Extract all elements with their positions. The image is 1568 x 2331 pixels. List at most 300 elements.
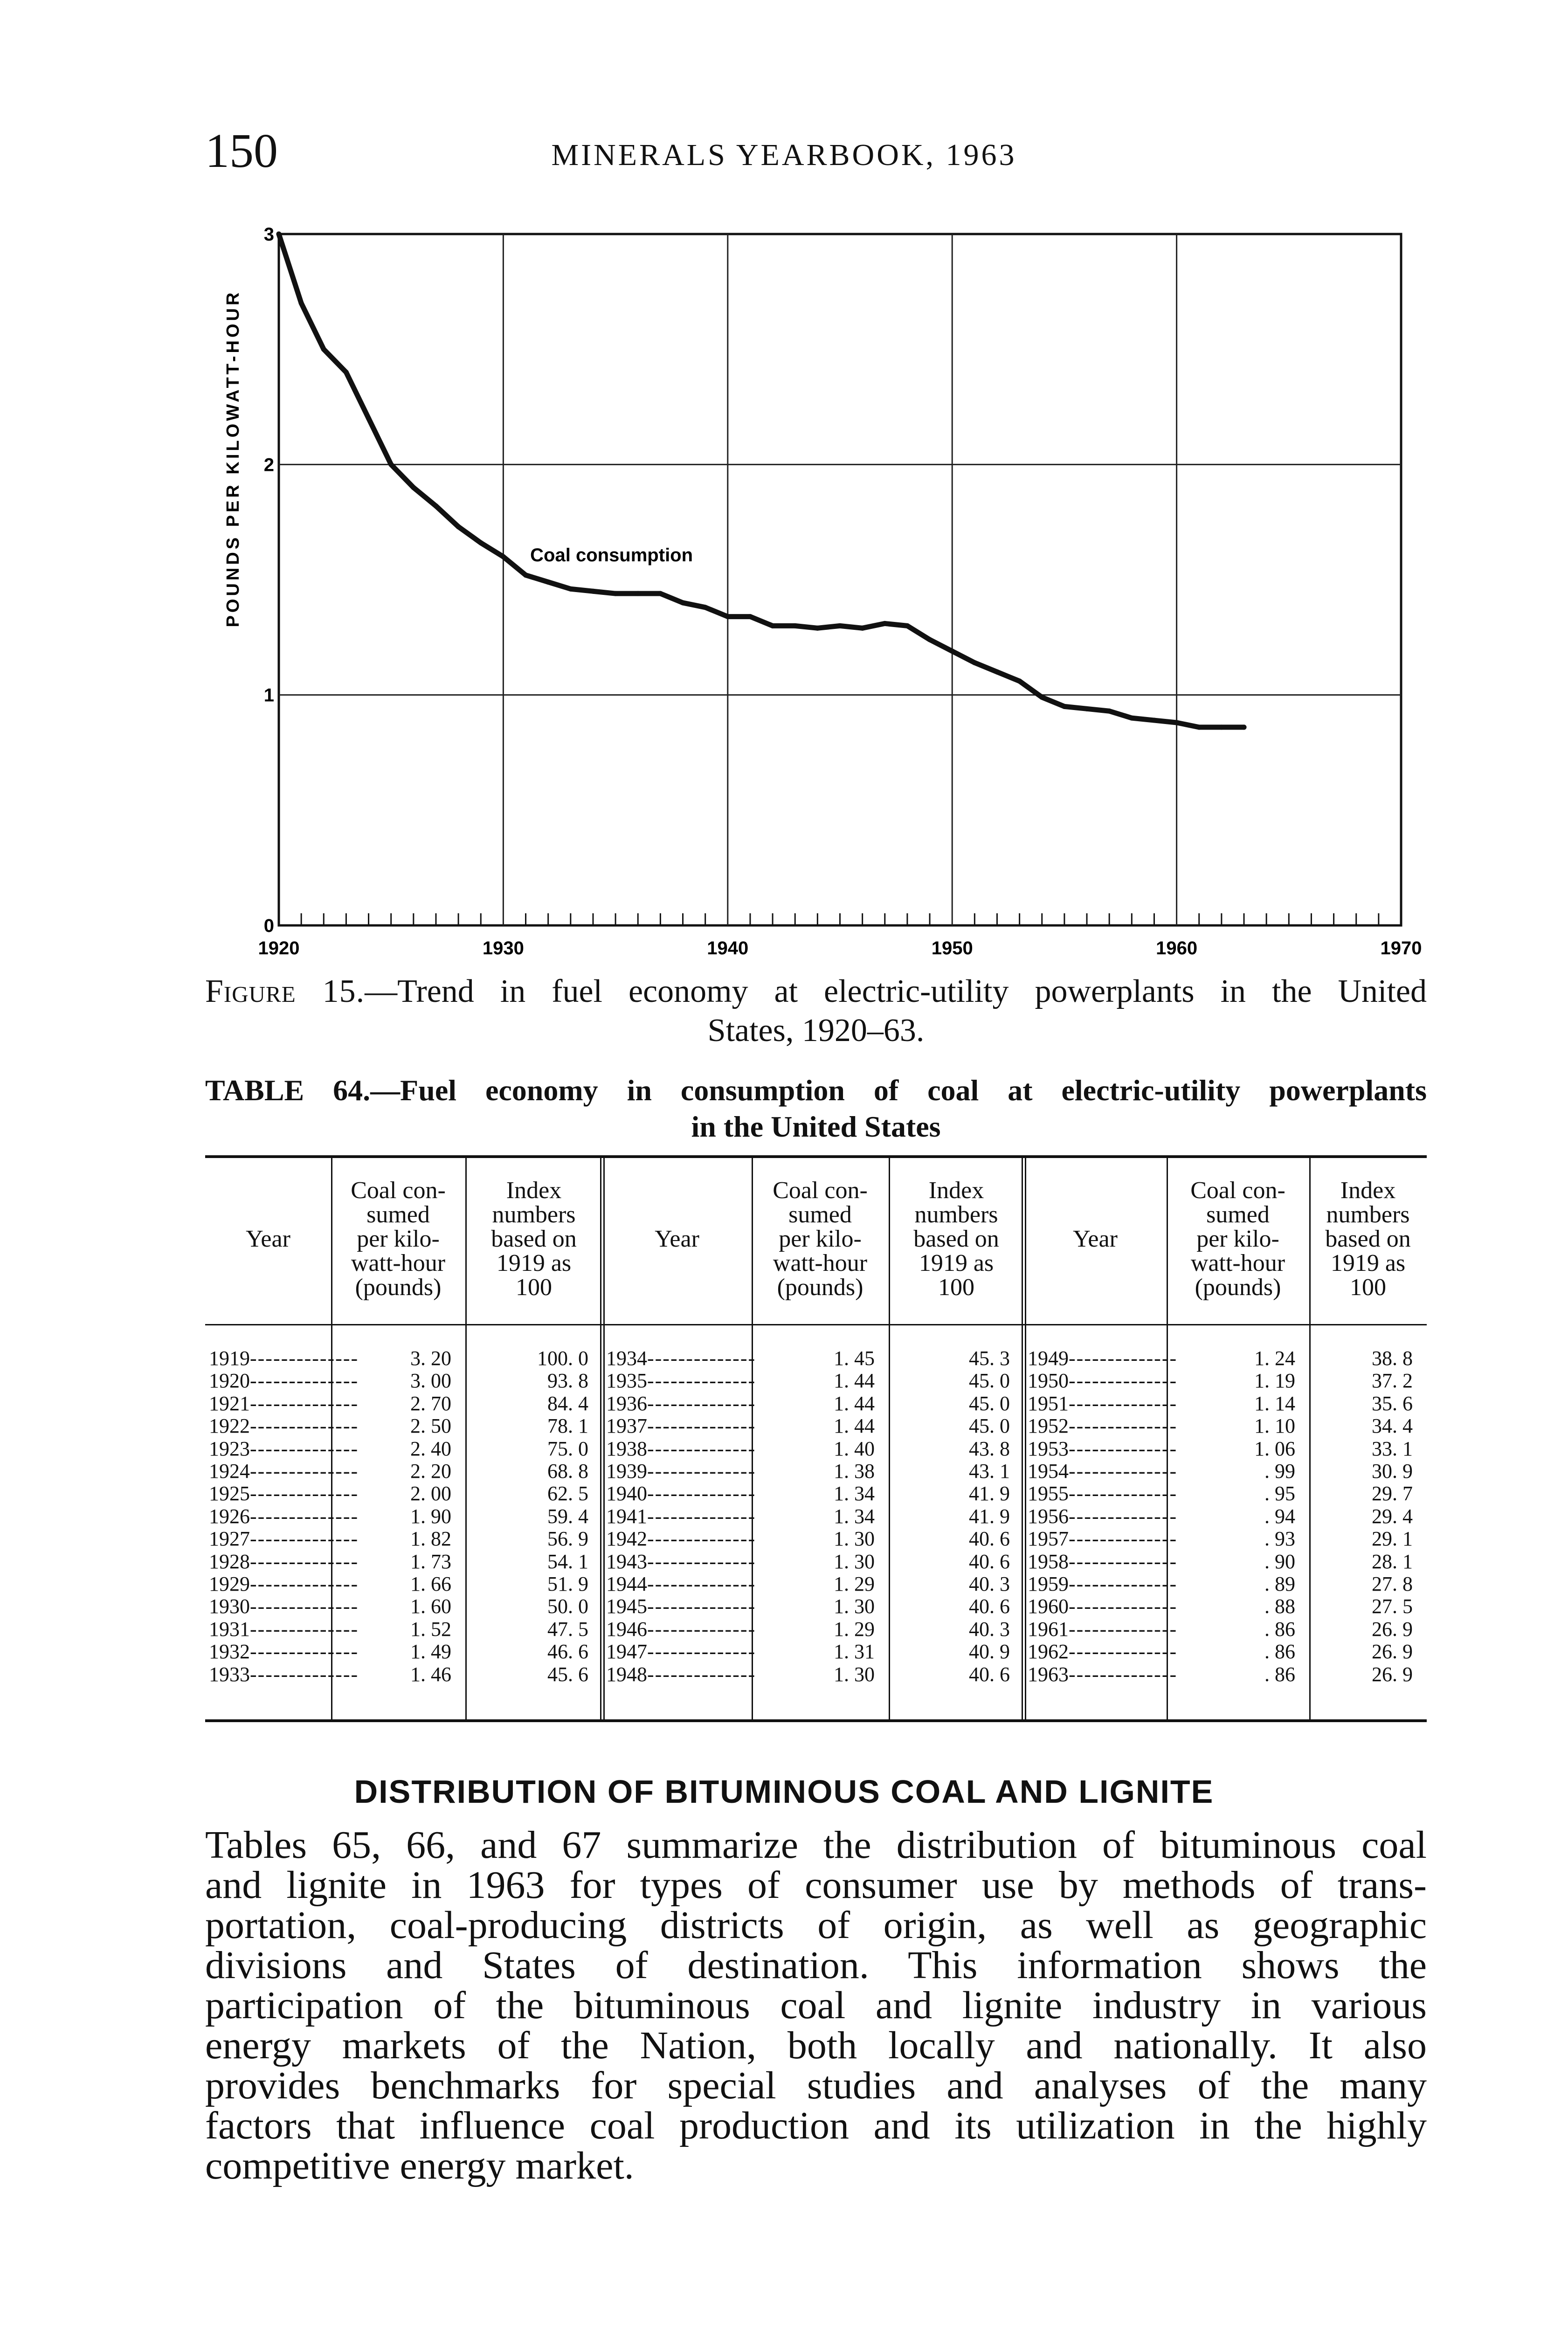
leader-dots: --------------	[647, 1437, 756, 1460]
data-point	[882, 621, 887, 626]
table-cell-year	[606, 1662, 756, 1686]
column-header-index: based on	[913, 1226, 999, 1252]
table-cell-year	[1028, 1550, 1178, 1573]
plot-frame	[279, 234, 1401, 925]
table-cell-index: 28. 1	[1372, 1550, 1413, 1573]
column-header-coal: sumed	[788, 1201, 852, 1228]
x-tick-label: 1960	[1156, 938, 1198, 959]
column-header-coal: per kilo-	[357, 1226, 440, 1252]
table-cell-index: 29. 4	[1372, 1504, 1413, 1528]
table-cell-index: 75. 0	[547, 1437, 588, 1460]
year-value: 1922	[209, 1414, 250, 1438]
leader-dots: --------------	[1069, 1392, 1178, 1415]
leader-dots: --------------	[250, 1347, 359, 1370]
year-value: 1925	[209, 1482, 250, 1505]
year-value: 1939	[606, 1460, 647, 1483]
leader-dots: --------------	[250, 1662, 359, 1686]
table-cell-year	[606, 1527, 756, 1551]
leader-dots: --------------	[250, 1392, 359, 1415]
data-point	[344, 370, 349, 375]
table-cell-year	[606, 1369, 756, 1393]
table-cell-index: 62. 5	[547, 1482, 588, 1505]
table-cell-index: 59. 4	[547, 1504, 588, 1528]
table-header-rule	[205, 1324, 1427, 1325]
table-cell-year	[209, 1617, 359, 1641]
year-value: 1951	[1028, 1392, 1069, 1415]
leader-dots: --------------	[647, 1347, 756, 1370]
table-cell-coal: 1. 29	[834, 1572, 875, 1595]
year-value: 1948	[606, 1662, 647, 1686]
table-cell-coal: . 89	[1264, 1572, 1295, 1595]
table-caption-line1: TABLE 64.—Fuel economy in consumption of coal at electric-utility powerplants	[205, 1074, 1427, 1107]
data-point	[1219, 724, 1224, 730]
column-header-index: 1919 as	[1330, 1250, 1406, 1276]
table-cell-index: 56. 9	[547, 1527, 588, 1551]
data-point	[793, 623, 798, 628]
table-caption-line2: in the United States	[691, 1110, 941, 1143]
table-cell-coal: 1. 30	[834, 1595, 875, 1618]
figure-caption	[205, 972, 1427, 1050]
column-header-coal: watt-hour	[1190, 1250, 1285, 1276]
year-value: 1937	[606, 1414, 647, 1438]
column-header-coal: per kilo-	[1196, 1226, 1279, 1252]
figure-caption-line1: —Trend in fuel economy at electric-utility powerplants in the United	[365, 973, 1427, 1009]
table-cell-index: 45. 0	[969, 1414, 1010, 1438]
year-value: 1936	[606, 1392, 647, 1415]
table-cell-index: 38. 8	[1372, 1347, 1413, 1370]
table-cell-year	[209, 1460, 359, 1483]
paragraph-line: participation of the bituminous coal and lignite industry in various	[205, 1984, 1427, 2027]
table-cell-coal: 1. 49	[410, 1640, 451, 1663]
data-point	[680, 600, 685, 605]
data-point	[1152, 718, 1157, 723]
year-value: 1961	[1028, 1617, 1069, 1641]
leader-dots: --------------	[647, 1550, 756, 1573]
year-value: 1931	[209, 1617, 250, 1641]
column-header-coal: sumed	[366, 1201, 430, 1228]
column-header-index: numbers	[1326, 1201, 1410, 1228]
column-header-index: based on	[1325, 1226, 1411, 1252]
table-cell-coal: . 86	[1264, 1617, 1295, 1641]
data-point	[1084, 706, 1090, 711]
table-cell-index: 26. 9	[1372, 1617, 1413, 1641]
table-cell-year	[209, 1437, 359, 1460]
year-value: 1963	[1028, 1662, 1069, 1686]
data-point	[1107, 709, 1112, 714]
year-value: 1953	[1028, 1437, 1069, 1460]
page-number: 150	[205, 124, 278, 178]
year-value: 1950	[1028, 1369, 1069, 1393]
data-point	[299, 301, 304, 306]
table-cell-year	[209, 1640, 359, 1663]
leader-dots: --------------	[647, 1482, 756, 1505]
table-cell-year	[209, 1550, 359, 1573]
data-point	[276, 232, 282, 237]
paragraph-line: provides benchmarks for special studies and analyses of the many	[205, 2064, 1427, 2107]
table-cell-index: 51. 9	[547, 1572, 588, 1595]
leader-dots: --------------	[1069, 1414, 1178, 1438]
year-value: 1944	[606, 1572, 647, 1595]
year-value: 1923	[209, 1437, 250, 1460]
table-cell-index: 40. 3	[969, 1617, 1010, 1641]
leader-dots: --------------	[647, 1662, 756, 1686]
column-header-coal: watt-hour	[351, 1250, 446, 1276]
leader-dots: --------------	[647, 1527, 756, 1551]
table-cell-year	[1028, 1595, 1178, 1618]
table-cell-year	[209, 1572, 359, 1595]
leader-dots: --------------	[250, 1460, 359, 1483]
year-value: 1921	[209, 1392, 250, 1415]
data-point	[905, 623, 910, 628]
data-point	[1196, 724, 1202, 730]
data-point	[1174, 720, 1179, 725]
table-cell-index: 93. 8	[547, 1369, 588, 1393]
paragraph-line: Tables 65, 66, and 67 summarize the distribution of bituminous coal	[205, 1823, 1427, 1867]
column-header-coal: (pounds)	[355, 1274, 442, 1301]
table-cell-index: 84. 4	[547, 1392, 588, 1415]
year-value: 1945	[606, 1595, 647, 1618]
table-cell-index: 78. 1	[547, 1414, 588, 1438]
year-value: 1952	[1028, 1414, 1069, 1438]
year-value: 1959	[1028, 1572, 1069, 1595]
table-cell-year	[1028, 1527, 1178, 1551]
column-header-index: Index	[928, 1177, 984, 1204]
data-point	[433, 503, 438, 509]
table-cell-year	[1028, 1662, 1178, 1686]
year-value: 1957	[1028, 1527, 1069, 1551]
year-value: 1949	[1028, 1347, 1069, 1370]
year-value: 1956	[1028, 1504, 1069, 1528]
year-value: 1930	[209, 1595, 250, 1618]
column-header-coal: Coal con-	[351, 1177, 446, 1204]
table-cell-year	[606, 1392, 756, 1415]
leader-dots: --------------	[1069, 1572, 1178, 1595]
table-cell-coal: 1. 44	[834, 1369, 875, 1393]
chart-annotation: Coal consumption	[530, 545, 693, 566]
leader-dots: --------------	[250, 1527, 359, 1551]
table-cell-year	[1028, 1414, 1178, 1438]
table-cell-year	[606, 1460, 756, 1483]
table-cell-index: 100. 0	[537, 1347, 588, 1370]
data-point	[860, 626, 865, 631]
leader-dots: --------------	[647, 1369, 756, 1393]
year-value: 1942	[606, 1527, 647, 1551]
data-point	[658, 591, 663, 596]
leader-dots: --------------	[1069, 1460, 1178, 1483]
table-cell-coal: 1. 29	[834, 1617, 875, 1641]
table-cell-coal: 2. 70	[410, 1392, 451, 1415]
year-value: 1946	[606, 1617, 647, 1641]
column-header-coal: (pounds)	[777, 1274, 863, 1301]
table-cell-year	[606, 1640, 756, 1663]
column-header-index: 100	[938, 1274, 974, 1301]
data-point	[837, 623, 843, 628]
year-value: 1927	[209, 1527, 250, 1551]
column-header-year: Year	[246, 1226, 290, 1252]
table-cell-coal: 1. 44	[834, 1414, 875, 1438]
table-cell-index: 29. 7	[1372, 1482, 1413, 1505]
table-cell-index: 30. 9	[1372, 1460, 1413, 1483]
data-point	[523, 572, 528, 578]
column-header-coal: watt-hour	[773, 1250, 868, 1276]
leader-dots: --------------	[1069, 1369, 1178, 1393]
leader-dots: --------------	[1069, 1347, 1178, 1370]
table-cell-coal: 1. 90	[410, 1504, 451, 1528]
leader-dots: --------------	[250, 1550, 359, 1573]
table-cell-index: 37. 2	[1372, 1369, 1413, 1393]
year-value: 1960	[1028, 1595, 1069, 1618]
table-cell-year	[1028, 1460, 1178, 1483]
table-cell-coal: 1. 14	[1254, 1392, 1295, 1415]
table-cell-index: 68. 8	[547, 1460, 588, 1483]
data-point	[635, 591, 641, 596]
table-cell-index: 45. 0	[969, 1392, 1010, 1415]
body-paragraph	[205, 1825, 1427, 2186]
table-cell-index: 50. 0	[547, 1595, 588, 1618]
year-value: 1940	[606, 1482, 647, 1505]
data-point	[815, 626, 820, 631]
column-header-coal: sumed	[1206, 1201, 1270, 1228]
table-cell-year	[606, 1414, 756, 1438]
leader-dots: --------------	[647, 1392, 756, 1415]
table-cell-index: 34. 4	[1372, 1414, 1413, 1438]
year-value: 1938	[606, 1437, 647, 1460]
data-point	[927, 637, 933, 642]
data-point	[972, 660, 977, 665]
leader-dots: --------------	[1069, 1527, 1178, 1551]
table-cell-coal: 1. 19	[1254, 1369, 1295, 1393]
table-cell-index: 27. 8	[1372, 1572, 1413, 1595]
table-cell-coal: 1. 31	[834, 1640, 875, 1663]
table-cell-year	[209, 1369, 359, 1393]
data-point	[1129, 716, 1134, 721]
table-cell-year	[1028, 1347, 1178, 1370]
table-cell-year	[209, 1662, 359, 1686]
year-value: 1928	[209, 1550, 250, 1573]
table-cell-coal: 1. 46	[410, 1662, 451, 1686]
column-header-index: numbers	[914, 1201, 998, 1228]
data-point	[590, 589, 595, 594]
data-point	[747, 614, 753, 619]
leader-dots: --------------	[1069, 1595, 1178, 1618]
table-cell-index: 47. 5	[547, 1617, 588, 1641]
paragraph-line: factors that influence coal production and its utilization in the highly	[205, 2104, 1427, 2147]
table-cell-coal: . 99	[1264, 1460, 1295, 1483]
table-cell-index: 45. 3	[969, 1347, 1010, 1370]
series-line-coal-consumption	[279, 234, 1244, 727]
table-cell-index: 54. 1	[547, 1550, 588, 1573]
paragraph-line: and lignite in 1963 for types of consumer use by methods of trans-	[205, 1863, 1427, 1907]
table-cell-coal: 1. 34	[834, 1482, 875, 1505]
table-cell-coal: . 86	[1264, 1640, 1295, 1663]
table-cell-coal: 1. 34	[834, 1504, 875, 1528]
table-cell-index: 40. 6	[969, 1662, 1010, 1686]
table-cell-year	[1028, 1482, 1178, 1505]
table-cell-index: 40. 6	[969, 1595, 1010, 1618]
year-value: 1920	[209, 1369, 250, 1393]
table-cell-coal: 2. 40	[410, 1437, 451, 1460]
section-heading: DISTRIBUTION OF BITUMINOUS COAL AND LIGNITE	[354, 1773, 1214, 1810]
column-header-coal: per kilo-	[779, 1226, 862, 1252]
table-cell-coal: . 86	[1264, 1662, 1295, 1686]
table-cell-coal: 1. 60	[410, 1595, 451, 1618]
data-point	[546, 579, 551, 585]
table-cell-index: 45. 6	[547, 1662, 588, 1686]
x-tick-label: 1940	[707, 938, 749, 959]
leader-dots: --------------	[1069, 1662, 1178, 1686]
table-cell-year	[606, 1504, 756, 1528]
table-cell-coal: 1. 73	[410, 1550, 451, 1573]
leader-dots: --------------	[250, 1369, 359, 1393]
table-cell-coal: 1. 30	[834, 1527, 875, 1551]
year-value: 1932	[209, 1640, 250, 1663]
data-point	[1017, 679, 1022, 684]
leader-dots: --------------	[1069, 1550, 1178, 1573]
table-cell-coal: 2. 00	[410, 1482, 451, 1505]
year-value: 1935	[606, 1369, 647, 1393]
table-cell-coal: . 93	[1264, 1527, 1295, 1551]
table-cell-coal: . 94	[1264, 1504, 1295, 1528]
table-cell-coal: 3. 20	[410, 1347, 451, 1370]
year-value: 1919	[209, 1347, 250, 1370]
table-cell-year	[1028, 1572, 1178, 1595]
column-header-index: Index	[506, 1177, 562, 1204]
table-cell-coal: . 90	[1264, 1550, 1295, 1573]
table-cell-index: 35. 6	[1372, 1392, 1413, 1415]
year-value: 1941	[606, 1504, 647, 1528]
year-value: 1955	[1028, 1482, 1069, 1505]
year-value: 1926	[209, 1504, 250, 1528]
table-cell-index: 27. 5	[1372, 1595, 1413, 1618]
paragraph-line: portation, coal-producing districts of origin, as well as geographic	[205, 1903, 1427, 1947]
leader-dots: --------------	[250, 1640, 359, 1663]
table-cell-year	[606, 1437, 756, 1460]
fuel-economy-chart	[0, 0, 1568, 979]
table-cell-coal: 1. 44	[834, 1392, 875, 1415]
table-cell-coal: 1. 06	[1254, 1437, 1295, 1460]
table-cell-coal: 1. 30	[834, 1550, 875, 1573]
column-header-index: 1919 as	[919, 1250, 994, 1276]
table-cell-coal: 1. 30	[834, 1662, 875, 1686]
table-cell-index: 43. 1	[969, 1460, 1010, 1483]
leader-dots: --------------	[250, 1437, 359, 1460]
leader-dots: --------------	[647, 1640, 756, 1663]
table-cell-year	[606, 1595, 756, 1618]
year-value: 1933	[209, 1662, 250, 1686]
year-value: 1943	[606, 1550, 647, 1573]
y-tick-label: 1	[263, 685, 274, 706]
y-tick-label: 2	[263, 455, 274, 476]
y-tick-label: 3	[263, 224, 274, 245]
table-cell-index: 41. 9	[969, 1504, 1010, 1528]
leader-dots: --------------	[1069, 1504, 1178, 1528]
paragraph-line: divisions and States of destination. This information shows the	[205, 1944, 1427, 1987]
table-cell-index: 40. 6	[969, 1550, 1010, 1573]
year-value: 1954	[1028, 1460, 1069, 1483]
data-point	[388, 462, 394, 467]
leader-dots: --------------	[1069, 1482, 1178, 1505]
column-header-year: Year	[655, 1226, 699, 1252]
table-cell-year	[1028, 1437, 1178, 1460]
table-cell-index: 33. 1	[1372, 1437, 1413, 1460]
table-cell-coal: 3. 00	[410, 1369, 451, 1393]
table-cell-index: 41. 9	[969, 1482, 1010, 1505]
data-point	[568, 586, 573, 592]
column-header-index: numbers	[492, 1201, 576, 1228]
table-cell-index: 26. 9	[1372, 1662, 1413, 1686]
leader-dots: --------------	[647, 1572, 756, 1595]
leader-dots: --------------	[250, 1617, 359, 1641]
table-cell-index: 46. 6	[547, 1640, 588, 1663]
leader-dots: --------------	[647, 1504, 756, 1528]
x-tick-label: 1920	[258, 938, 300, 959]
table-cell-year	[1028, 1392, 1178, 1415]
leader-dots: --------------	[647, 1414, 756, 1438]
data-point	[770, 623, 775, 628]
leader-dots: --------------	[1069, 1640, 1178, 1663]
table-cell-year	[209, 1595, 359, 1618]
running-title: MINERALS YEARBOOK, 1963	[551, 138, 1017, 172]
table-bottom-rule	[205, 1719, 1427, 1722]
column-header-index: Index	[1340, 1177, 1396, 1204]
data-point	[613, 591, 618, 596]
data-point	[478, 540, 484, 545]
year-value: 1947	[606, 1640, 647, 1663]
table-cell-index: 26. 9	[1372, 1640, 1413, 1663]
y-tick-label: 0	[263, 916, 274, 936]
year-value: 1958	[1028, 1550, 1069, 1573]
year-value: 1962	[1028, 1640, 1069, 1663]
column-header-index: based on	[491, 1226, 577, 1252]
table-cell-coal: 1. 52	[410, 1617, 451, 1641]
table-cell-coal: . 88	[1264, 1595, 1295, 1618]
table-cell-year	[1028, 1617, 1178, 1641]
table-cell-year	[606, 1617, 756, 1641]
figure-caption-line2: States, 1920–63.	[707, 1013, 925, 1048]
table-cell-coal: 1. 10	[1254, 1414, 1295, 1438]
column-header-coal: (pounds)	[1195, 1274, 1281, 1301]
leader-dots: --------------	[250, 1595, 359, 1618]
leader-dots: --------------	[647, 1595, 756, 1618]
leader-dots: --------------	[250, 1572, 359, 1595]
table-cell-year	[209, 1504, 359, 1528]
leader-dots: --------------	[250, 1414, 359, 1438]
data-point	[725, 614, 730, 619]
data-point	[411, 485, 416, 490]
year-value: 1934	[606, 1347, 647, 1370]
table-cell-index: 40. 9	[969, 1640, 1010, 1663]
column-header-year: Year	[1073, 1226, 1118, 1252]
data-point	[1242, 724, 1247, 730]
table-cell-year	[606, 1572, 756, 1595]
leader-dots: --------------	[250, 1504, 359, 1528]
column-header-index: 100	[1350, 1274, 1386, 1301]
table-cell-coal: 2. 50	[410, 1414, 451, 1438]
table-cell-year	[209, 1414, 359, 1438]
table-cell-coal: 1. 82	[410, 1527, 451, 1551]
table-cell-year	[606, 1482, 756, 1505]
column-header-coal: Coal con-	[1190, 1177, 1285, 1204]
leader-dots: --------------	[1069, 1437, 1178, 1460]
table-cell-coal: 2. 20	[410, 1460, 451, 1483]
data-point	[366, 416, 371, 421]
table-cell-year	[1028, 1640, 1178, 1663]
table-cell-coal: 1. 24	[1254, 1347, 1295, 1370]
data-point	[703, 605, 708, 610]
data-point	[501, 554, 506, 559]
column-header-index: 100	[516, 1274, 552, 1301]
table-cell-year	[1028, 1369, 1178, 1393]
